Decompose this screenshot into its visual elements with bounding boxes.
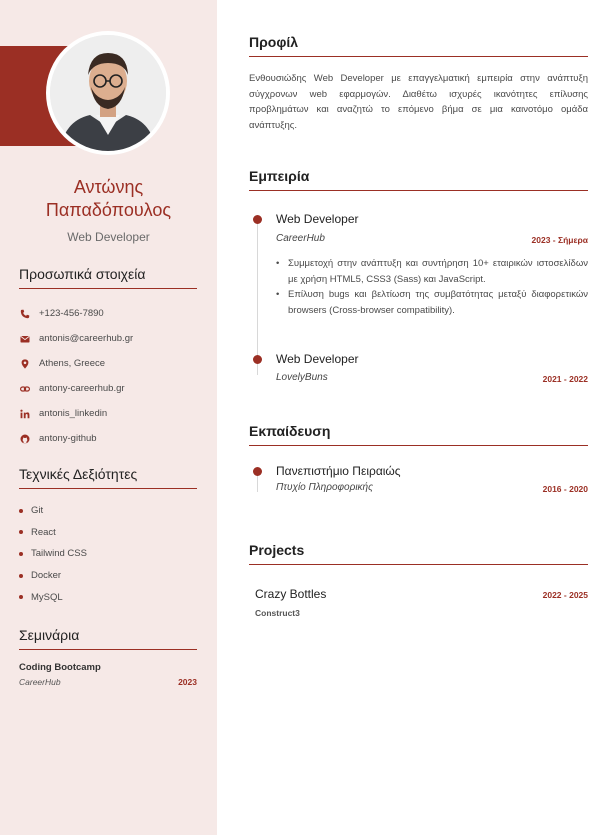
skills-list <box>19 500 197 608</box>
skill-item: Docker <box>19 565 197 587</box>
github-icon <box>19 433 30 444</box>
education-date: 2016 - 2020 <box>542 484 588 494</box>
avatar <box>46 31 170 155</box>
sidebar <box>0 0 217 835</box>
experience-timeline <box>257 218 258 375</box>
project-title: Crazy Bottles <box>255 587 327 601</box>
job-company: LovelyBuns <box>276 372 328 383</box>
contact-website[interactable]: antony-careerhub.gr <box>19 376 197 401</box>
timeline-dot-icon <box>253 467 262 476</box>
avatar-photo <box>50 35 166 151</box>
contact-list <box>19 301 197 451</box>
profile-heading: Προφίλ <box>249 34 588 57</box>
experience-heading: Εμπειρία <box>249 168 588 191</box>
contact-email[interactable]: antonis@careerhub.gr <box>19 326 197 351</box>
seminar-title: Coding Bootcamp <box>19 662 101 673</box>
job-date: 2021 - 2022 <box>542 374 588 384</box>
project-date: 2022 - 2025 <box>542 590 588 600</box>
seminar-year: 2023 <box>178 677 197 687</box>
skills-heading: Τεχνικές Δεξιότητες <box>19 466 197 489</box>
personal-info-heading: Προσωπικά στοιχεία <box>19 266 197 289</box>
link-icon <box>19 383 30 394</box>
mail-icon <box>19 333 30 344</box>
skill-item: Git <box>19 500 197 522</box>
job-bullet: • Συμμετοχή στην ανάπτυξη και συντήρηση 10+ εταιρικών ιστοσελίδων με χρήση HTML5, CSS3 (Sass) και JavaScript. <box>276 256 588 287</box>
education-school: Πανεπιστήμιο Πειραιώς <box>276 464 401 478</box>
skill-item: React <box>19 522 197 544</box>
contact-github[interactable]: antony-github <box>19 426 197 451</box>
timeline-dot-icon <box>253 215 262 224</box>
education-degree: Πτυχίο Πληροφορικής <box>276 482 373 493</box>
linkedin-icon <box>19 408 30 419</box>
bullet-dot-icon <box>19 552 23 556</box>
contact-linkedin[interactable]: antonis_linkedin <box>19 401 197 426</box>
bullet-dot-icon <box>19 595 23 599</box>
skill-item: MySQL <box>19 586 197 608</box>
education-heading: Εκπαίδευση <box>249 423 588 446</box>
projects-heading: Projects <box>249 542 588 565</box>
person-portrait-icon <box>50 35 166 151</box>
person-role: Web Developer <box>67 230 150 244</box>
skill-item: Tailwind CSS <box>19 543 197 565</box>
person-name: Αντώνης Παπαδόπουλος <box>45 177 172 220</box>
contact-location: Athens, Greece <box>19 351 197 376</box>
job-title: Web Developer <box>276 212 359 226</box>
seminars-heading: Σεμινάρια <box>19 627 197 650</box>
job-date: 2023 - Σήμερα <box>531 235 588 245</box>
job-bullets <box>276 256 588 318</box>
contact-phone[interactable]: +123-456-7890 <box>19 301 197 326</box>
location-pin-icon <box>19 358 30 369</box>
phone-icon <box>19 308 30 319</box>
bullet-dot-icon <box>19 509 23 513</box>
project-tech: Construct3 <box>255 608 300 618</box>
job-company: CareerHub <box>276 233 325 244</box>
job-title: Web Developer <box>276 352 359 366</box>
seminar-org: CareerHub <box>19 677 61 687</box>
timeline-dot-icon <box>253 355 262 364</box>
bullet-dot-icon <box>19 574 23 578</box>
profile-text: Ενθουσιώδης Web Developer με επαγγελματική εμπειρία στην ανάπτυξη σύγχρονων web εφαρμογών. Διαθέτω ισχυρές ικανότητες επίλυσης προβλημάτων και αναζητώ το επόμενο βήμα σε μια καινοτόμο ομάδα ανάπτυξης. <box>249 73 588 131</box>
job-bullet: • Επίλυση bugs και βελτίωση της συμβατότητας μεταξύ διαφορετικών browsers (Cross-browser compatibility). <box>276 287 588 318</box>
bullet-dot-icon <box>19 530 23 534</box>
